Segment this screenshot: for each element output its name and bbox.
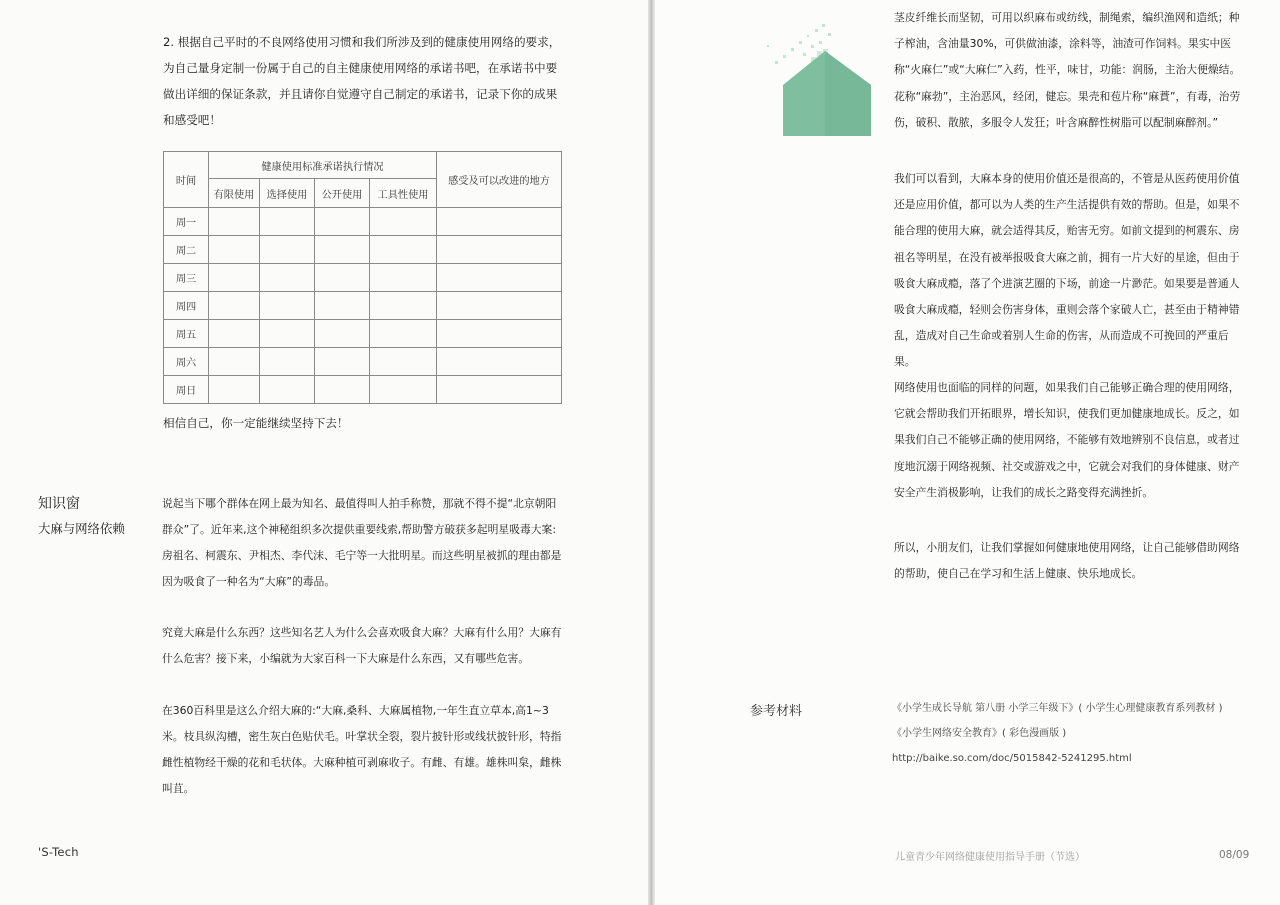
table-header-feedback: 感受及可以改进的地方 [437, 152, 562, 208]
table-cell[interactable] [209, 348, 260, 376]
knowledge-window-title: 知识窗 [38, 496, 80, 512]
reference-link[interactable]: http://baike.so.com/doc/5015842-5241295.html [892, 753, 1132, 764]
paragraph: 我们可以看到，大麻本身的使用价值还是很高的，不管是从医药使用价值还是应用价值，都可以为人类的生产生活提供有效的帮助。但是，如果不能合理的使用大麻，就会适得其反，贻害无穷。如前文提到的柯震东、房祖名等明星，在没有被举报吸食大麻之前，拥有一片大好的星途，但由于吸食大麻成瘾，落了个进演艺圈的下场，前途一片渺茫。如果要是普通人吸食大麻成瘾，轻则会伤害身体，重则会落个家破人亡，甚至由于精神错乱，造成对自己生命或着别人生命的伤害，从而造成不可挽回的严重后果。 [894, 172, 1240, 369]
table-cell[interactable] [437, 264, 562, 292]
assignment-intro: 2. 根据自己平时的不良网络使用习惯和我们所涉及到的健康使用网络的要求，为自己量身定制一份属于自己的自主健康使用网络的承诺书吧，在承诺书中要做出详细的保证条款，并且请你自觉遵守自己制定的承诺书，记录下你的成果和感受吧！ [163, 35, 561, 127]
table-cell[interactable] [315, 264, 370, 292]
table-row [164, 320, 562, 348]
row-day-label: 周日 [164, 376, 209, 404]
table-row [164, 376, 562, 404]
table-cell[interactable] [209, 264, 260, 292]
table-row [164, 264, 562, 292]
table-cell[interactable] [370, 292, 437, 320]
table-cell[interactable] [437, 292, 562, 320]
table-row [164, 208, 562, 236]
table-cell[interactable] [260, 292, 315, 320]
table-cell[interactable] [370, 320, 437, 348]
table-cell[interactable] [260, 348, 315, 376]
reference-item: 《小学生成长导航 第八册 小学三年级下》( 小学生心理健康教育系列教材 ) [892, 703, 1223, 714]
table-header-group: 健康使用标准承诺执行情况 [209, 152, 437, 179]
table-cell[interactable] [315, 376, 370, 404]
brand-logo: 'S-Tech [38, 845, 79, 859]
table-header-time: 时间 [164, 152, 209, 208]
house-illustration [755, 15, 875, 140]
row-day-label: 周六 [164, 348, 209, 376]
table-cell[interactable] [260, 376, 315, 404]
references-list [892, 696, 1223, 771]
row-day-label: 周三 [164, 264, 209, 292]
paragraph: 茎皮纤维长而坚韧，可用以织麻布或纺线，制绳索，编织渔网和造纸；种子榨油，含油量30%，可供做油漆，涂料等，油渣可作饲料。果实中医称“火麻仁”或“大麻仁”入药，性平，味甘，功能：润肠，主治大便燥结。花称“麻勃”，主治恶风，经闭，健忘。果壳和苞片称“麻蕡”，有毒，治劳伤，破积、散脓，多服令人发狂；叶含麻醉性树脂可以配制麻醉剂。” [894, 11, 1241, 129]
table-cell[interactable] [437, 208, 562, 236]
reference-item: 《小学生网络安全教育》( 彩色漫画版 ) [892, 728, 1067, 739]
row-day-label: 周四 [164, 292, 209, 320]
table-row [164, 236, 562, 264]
paragraph: 在360百科里是这么介绍大麻的:“大麻,桑科、大麻属植物,一年生直立草本,高1~3米。枝具纵沟槽，密生灰白色贴伏毛。叶掌状全裂，裂片披针形或线状披针形，特指雌性植物经干燥的花和毛状体。大麻种植可剥麻收子。有雌、有雄。雄株叫枲，雌株叫苴。 [162, 704, 562, 795]
table-cell[interactable] [437, 236, 562, 264]
table-cell[interactable] [260, 208, 315, 236]
table-cell[interactable] [209, 320, 260, 348]
table-cell[interactable] [437, 348, 562, 376]
commitment-table [163, 151, 562, 404]
paragraph: 究竟大麻是什么东西？这些知名艺人为什么会喜欢吸食大麻？大麻有什么用？大麻有什么危害？接下来，小编就为大家百科一下大麻是什么东西，又有哪些危害。 [162, 626, 562, 665]
table-cell[interactable] [315, 320, 370, 348]
table-cell[interactable] [260, 264, 315, 292]
table-cell[interactable] [315, 208, 370, 236]
row-day-label: 周五 [164, 320, 209, 348]
table-cell[interactable] [437, 320, 562, 348]
row-day-label: 周二 [164, 236, 209, 264]
table-subheader: 选择使用 [260, 179, 315, 208]
table-cell[interactable] [315, 348, 370, 376]
paragraph: 所以，小朋友们，让我们掌握如何健康地使用网络，让自己能够借助网络的帮助，使自己在学习和生活上健康、快乐地成长。 [894, 541, 1240, 581]
references-title: 参考材料 [750, 704, 803, 719]
table-cell[interactable] [209, 236, 260, 264]
table-cell[interactable] [209, 292, 260, 320]
knowledge-window-subtitle: 大麻与网络依赖 [38, 521, 125, 536]
table-cell[interactable] [370, 376, 437, 404]
table-cell[interactable] [209, 208, 260, 236]
table-row [164, 292, 562, 320]
table-subheader: 工具性使用 [370, 179, 437, 208]
paragraph: 网络使用也面临的同样的问题，如果我们自己能够正确合理的使用网络，它就会帮助我们开拓眼界，增长知识，使我们更加健康地成长。反之，如果我们自己不能够正确的使用网络，不能够有效地辨别不良信息，或者过度地沉溺于网络视频、社交或游戏之中，它就会对我们的身体健康、财产安全产生消极影响，让我们的成长之路变得充满挫折。 [894, 381, 1240, 499]
table-cell[interactable] [315, 292, 370, 320]
table-cell[interactable] [370, 264, 437, 292]
table-cell[interactable] [260, 320, 315, 348]
table-subheader: 有限使用 [209, 179, 260, 208]
table-cell[interactable] [370, 236, 437, 264]
table-subheader: 公开使用 [315, 179, 370, 208]
row-day-label: 周一 [164, 208, 209, 236]
table-cell[interactable] [370, 208, 437, 236]
table-cell[interactable] [315, 236, 370, 264]
table-row [164, 348, 562, 376]
footer-title: 儿童青少年网络健康使用指导手册（节选） [895, 852, 1085, 863]
page-number: 08/09 [1219, 849, 1250, 861]
table-cell[interactable] [260, 236, 315, 264]
encouragement-text: 相信自己，你一定能继续坚持下去！ [163, 416, 349, 430]
table-cell[interactable] [437, 376, 562, 404]
table-cell[interactable] [209, 376, 260, 404]
paragraph: 说起当下哪个群体在网上最为知名、最值得叫人拍手称赞，那就不得不提“北京朝阳群众”了。近年来,这个神秘组织多次提供重要线索,帮助警方破获多起明星吸毒大案:房祖名、柯震东、尹相杰、李代沫、毛宁等一大批明星。而这些明星被抓的理由都是因为吸食了一种名为“大麻”的毒品。 [162, 497, 562, 588]
table-cell[interactable] [370, 348, 437, 376]
